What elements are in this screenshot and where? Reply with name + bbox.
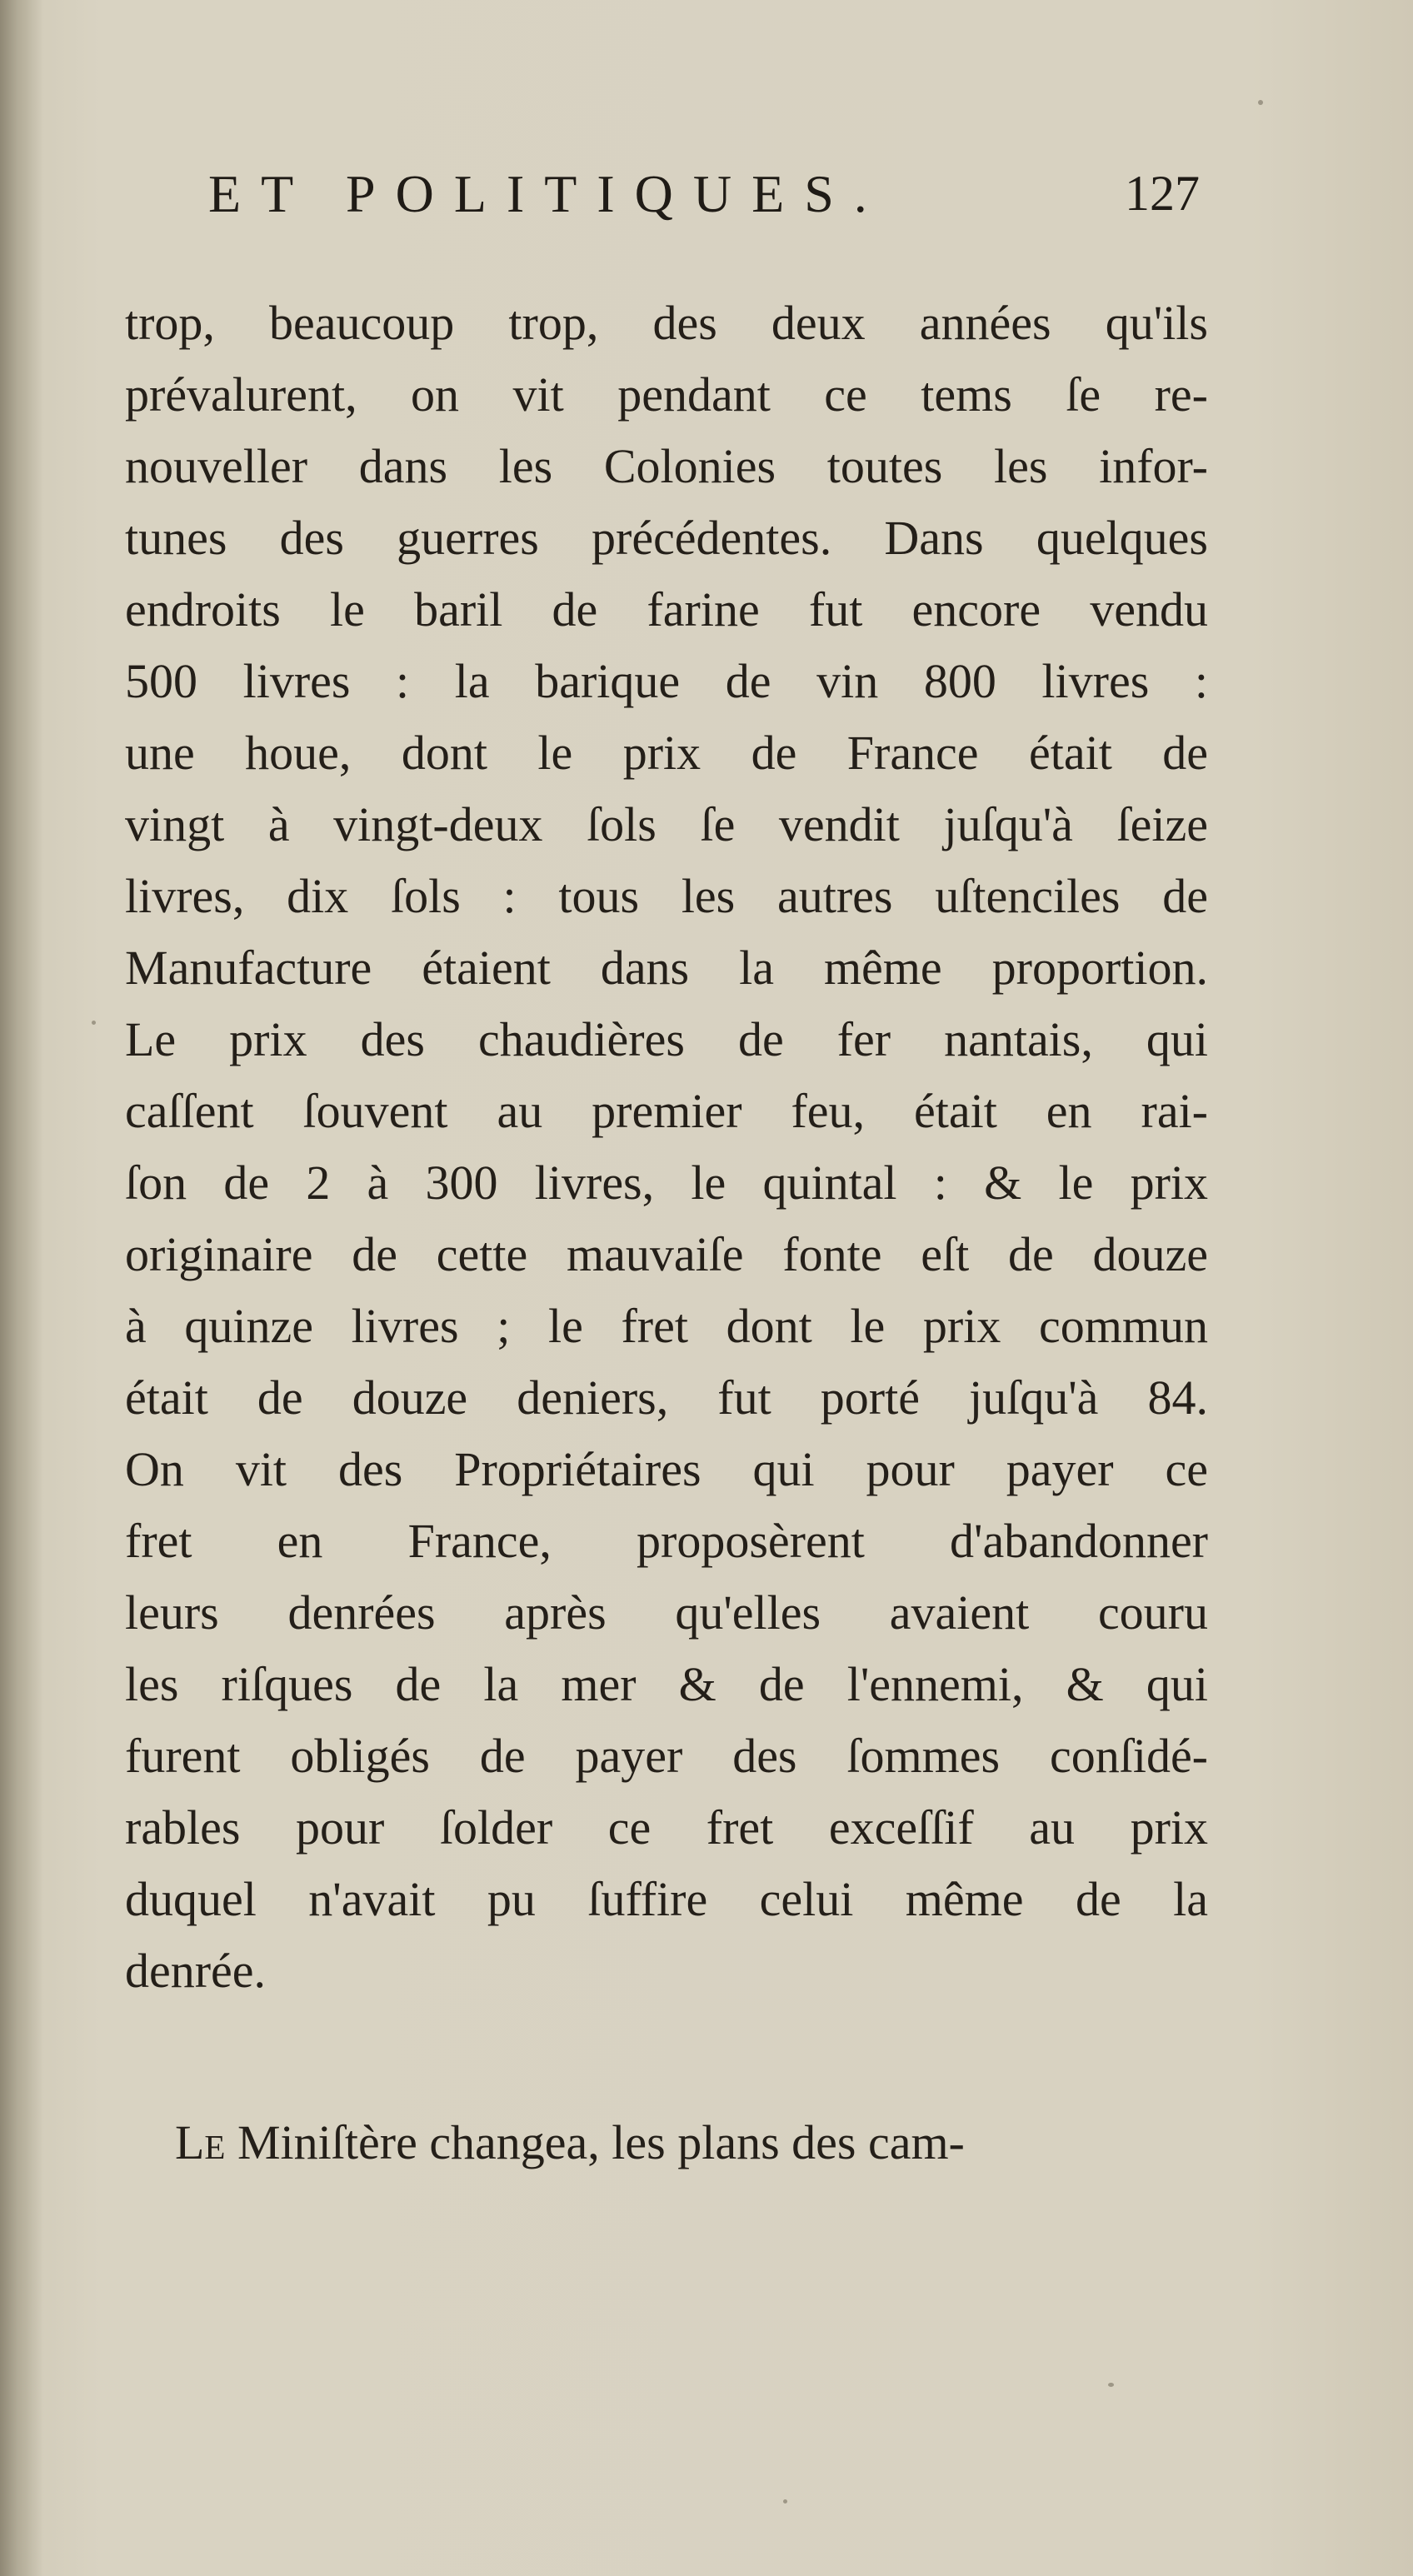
text-line: duquel n'avait pu ſuffire celui même de la bbox=[125, 1872, 1208, 1926]
text-line: une houe, dont le prix de France était de bbox=[125, 726, 1208, 780]
binding-gutter-shadow bbox=[0, 0, 43, 2576]
text-line: prévalurent, on vit pendant ce tems ſe re- bbox=[125, 367, 1208, 422]
paragraph-lead-word: Le bbox=[175, 2115, 226, 2169]
text-line: livres, dix ſols : tous les autres uſtenciles de bbox=[125, 869, 1208, 923]
text-line: trop, beaucoup trop, des deux années qu'ils bbox=[125, 296, 1208, 350]
text-line: Miniſtère changea, les plans des cam- bbox=[237, 2115, 965, 2169]
text-line: caſſent ſouvent au premier feu, était en rai- bbox=[125, 1084, 1208, 1138]
text-line: denrée. bbox=[125, 1944, 267, 1998]
paper-speck bbox=[783, 2499, 787, 2504]
running-title: ET POLITIQUES. bbox=[208, 164, 887, 223]
text-line: Le prix des chaudières de fer nantais, qui bbox=[125, 1012, 1208, 1066]
text-line: à quinze livres ; le fret dont le prix commun bbox=[125, 1299, 1208, 1353]
text-line: 500 livres : la barique de vin 800 livres : bbox=[125, 654, 1208, 708]
paper-speck bbox=[1108, 2383, 1114, 2387]
paper-speck bbox=[92, 1021, 96, 1025]
paragraph-opening-line bbox=[125, 2107, 1208, 2179]
text-line: Manufacture étaient dans la même proportion. bbox=[125, 941, 1208, 995]
running-head bbox=[208, 163, 1200, 238]
text-line: endroits le baril de farine fut encore vendu bbox=[125, 582, 1208, 637]
page-number: 127 bbox=[1125, 166, 1200, 221]
text-line: les riſques de la mer & de l'ennemi, & qui bbox=[125, 1657, 1208, 1711]
text-line: originaire de cette mauvaiſe fonte eſt de douze bbox=[125, 1227, 1208, 1281]
text-line: fret en France, proposèrent d'abandonner bbox=[125, 1514, 1208, 1568]
text-line: rables pour ſolder ce fret exceſſif au prix bbox=[125, 1800, 1208, 1855]
paper-speck bbox=[1258, 100, 1263, 105]
text-line: leurs denrées après qu'elles avaient couru bbox=[125, 1585, 1208, 1640]
text-line: était de douze deniers, fut porté juſqu'à 84. bbox=[125, 1370, 1208, 1425]
body-text bbox=[125, 287, 1208, 2179]
paragraph-gap bbox=[125, 2007, 1208, 2107]
text-line: furent obligés de payer des ſommes conſidé- bbox=[125, 1729, 1208, 1783]
text-line: nouveller dans les Colonies toutes les infor- bbox=[125, 439, 1208, 493]
text-line: On vit des Propriétaires qui pour payer ce bbox=[125, 1442, 1208, 1496]
text-line: vingt à vingt-deux ſols ſe vendit juſqu'à ſeize bbox=[125, 797, 1208, 851]
text-line: ſon de 2 à 300 livres, le quintal : & le prix bbox=[125, 1156, 1208, 1210]
text-line: tunes des guerres précédentes. Dans quelques bbox=[125, 511, 1208, 565]
